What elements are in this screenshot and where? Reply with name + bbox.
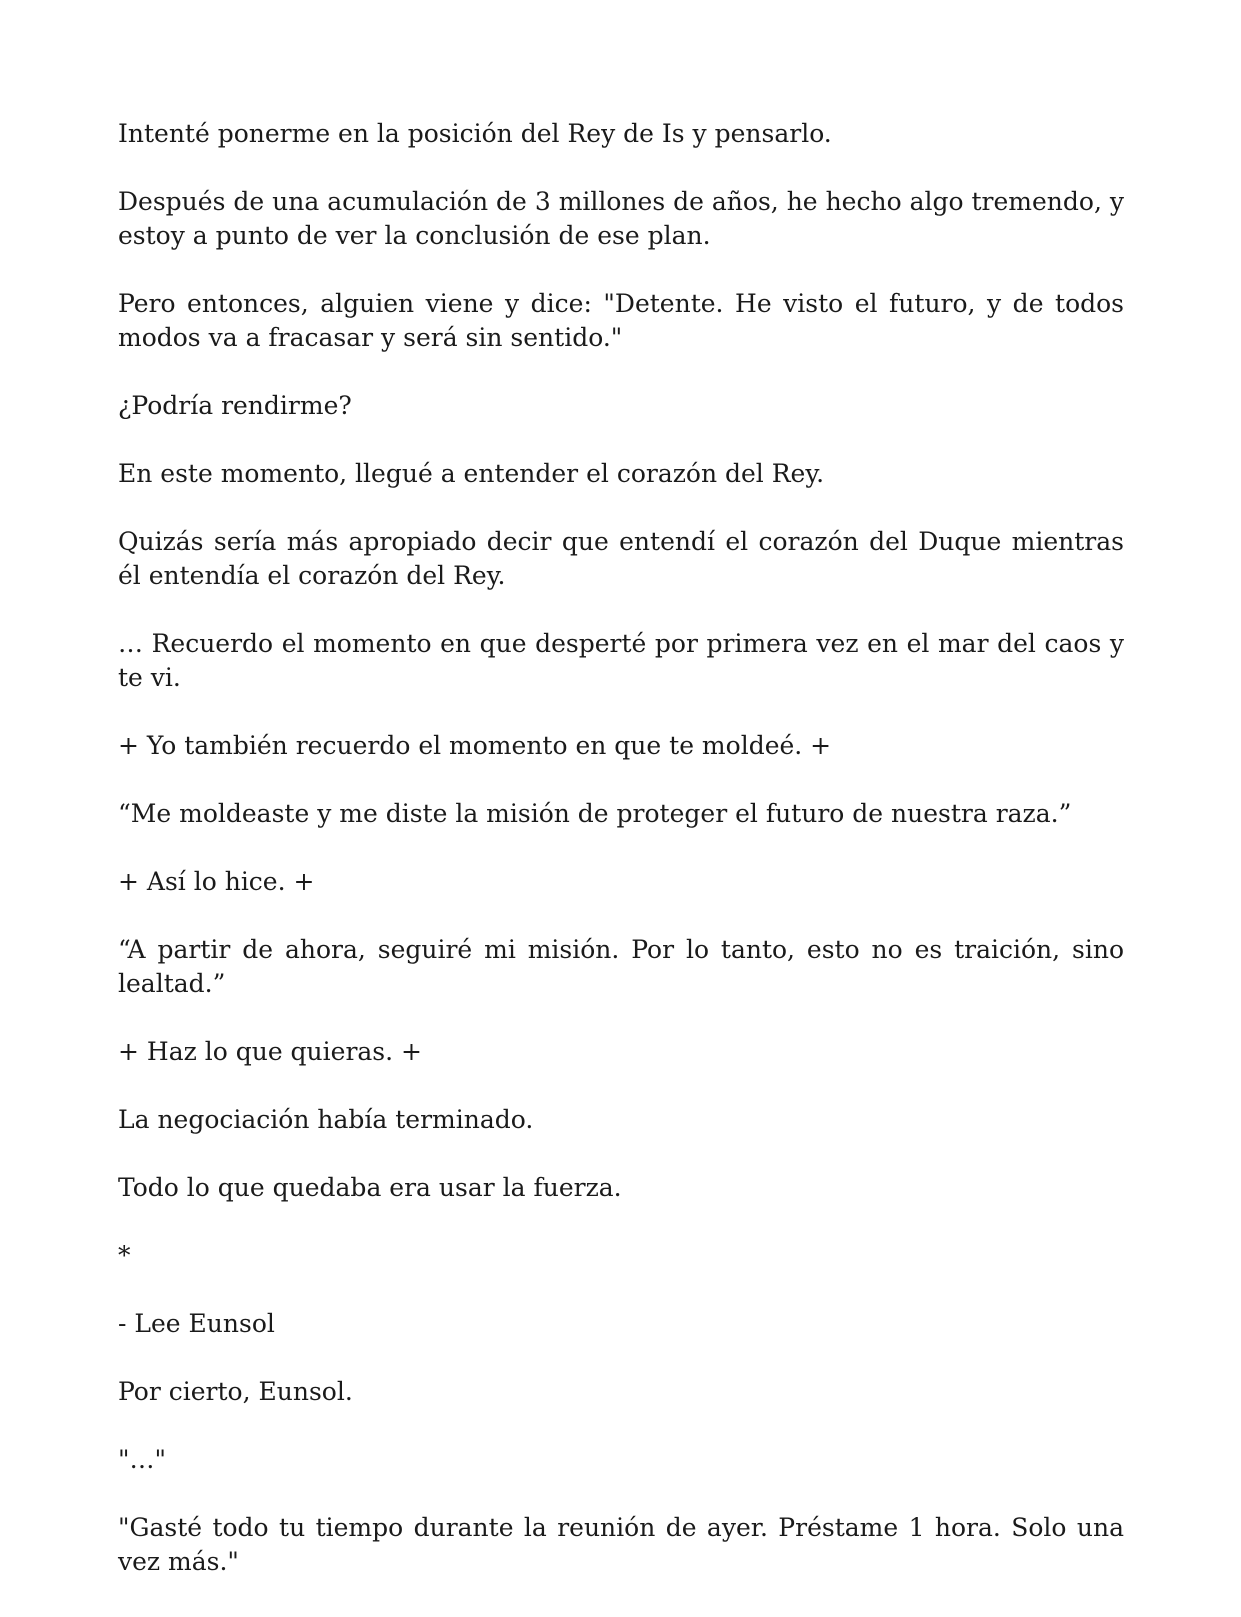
paragraph: + Yo también recuerdo el momento en que te moldeé. + bbox=[118, 731, 832, 760]
paragraph: + Haz lo que quieras. + bbox=[118, 1037, 422, 1066]
scene-break: * bbox=[118, 1241, 131, 1270]
paragraph: … Recuerdo el momento en que desperté por primera vez en el mar del caos y te vi. bbox=[118, 629, 1124, 692]
paragraph: Quizás sería más apropiado decir que entendí el corazón del Duque mientras él entendía el corazón del Rey. bbox=[118, 527, 1124, 590]
paragraph: "Gasté todo tu tiempo durante la reunión de ayer. Préstame 1 hora. Solo una vez más." bbox=[118, 1513, 1124, 1576]
paragraph: ¿Podría rendirme? bbox=[118, 391, 352, 420]
paragraph: + Así lo hice. + bbox=[118, 867, 315, 896]
paragraph: Por cierto, Eunsol. bbox=[118, 1377, 353, 1406]
paragraph: Todo lo que quedaba era usar la fuerza. bbox=[118, 1173, 622, 1202]
paragraph: "…" bbox=[118, 1445, 166, 1474]
document-body bbox=[118, 117, 1124, 1613]
paragraph: - Lee Eunsol bbox=[118, 1309, 275, 1338]
paragraph: La negociación había terminado. bbox=[118, 1105, 534, 1134]
paragraph: “A partir de ahora, seguiré mi misión. Por lo tanto, esto no es traición, sino lealtad.” bbox=[118, 935, 1124, 998]
paragraph: En este momento, llegué a entender el corazón del Rey. bbox=[118, 459, 825, 488]
paragraph: Pero entonces, alguien viene y dice: "Detente. He visto el futuro, y de todos modos va a fracasar y será sin sentido." bbox=[118, 289, 1124, 352]
paragraph: Intenté ponerme en la posición del Rey de Is y pensarlo. bbox=[118, 119, 832, 148]
paragraph: “Me moldeaste y me diste la misión de proteger el futuro de nuestra raza.” bbox=[118, 799, 1072, 828]
paragraph: Después de una acumulación de 3 millones de años, he hecho algo tremendo, y estoy a punto de ver la conclusión de ese plan. bbox=[118, 187, 1124, 250]
